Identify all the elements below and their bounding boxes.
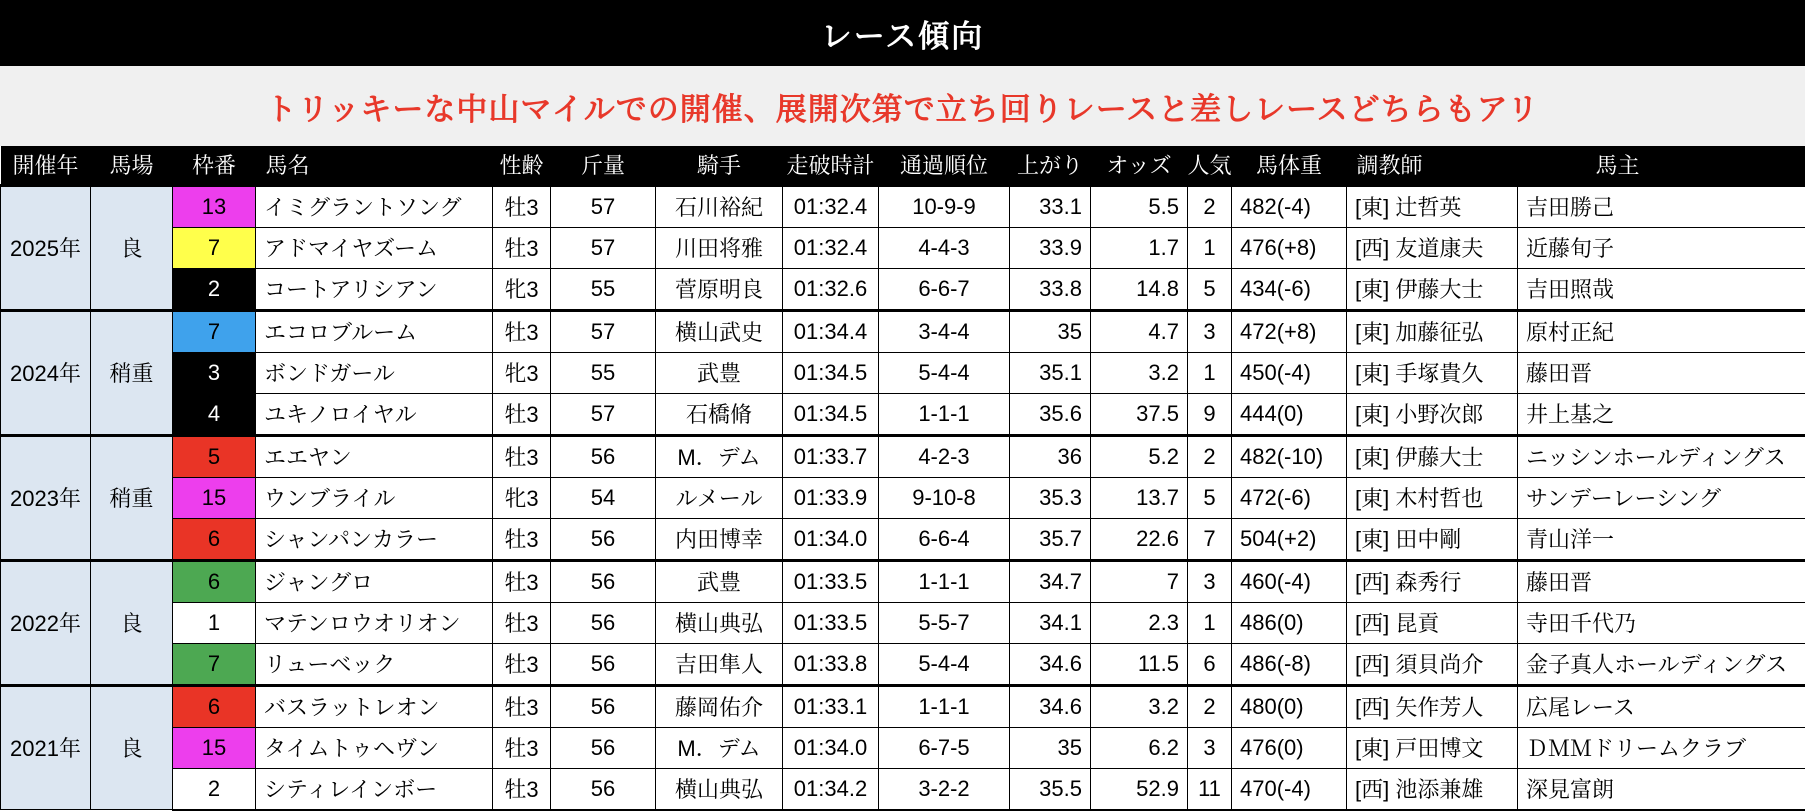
jockey-cell: 横山武史: [656, 310, 783, 352]
subtitle-bar: [0, 66, 1805, 146]
last-3f-cell: 35.6: [1010, 393, 1091, 435]
carried-weight-cell: 57: [551, 310, 656, 352]
carried-weight-cell: 56: [551, 560, 656, 602]
passing-order-cell: 10-9-9: [879, 185, 1010, 227]
last-3f-cell: 33.8: [1010, 268, 1091, 310]
carried-weight-cell: 57: [551, 227, 656, 268]
horse-name-cell: アドマイヤズーム: [256, 227, 493, 268]
finish-time-cell: 01:33.5: [783, 602, 879, 643]
odds-cell: 5.2: [1091, 435, 1188, 477]
table-row: [1, 768, 1805, 810]
odds-cell: 6.2: [1091, 727, 1188, 768]
frame-number-cell: 5: [173, 435, 256, 477]
jockey-cell: M．デム: [656, 435, 783, 477]
trainer-cell: [東] 伊藤大士: [1347, 435, 1518, 477]
sex-age-cell: 牡3: [493, 310, 551, 352]
sex-age-cell: 牝3: [493, 477, 551, 518]
finish-time-cell: 01:33.9: [783, 477, 879, 518]
finish-time-cell: 01:34.0: [783, 518, 879, 560]
table-row: [1, 435, 1805, 477]
last-3f-cell: 35: [1010, 310, 1091, 352]
carried-weight-cell: 56: [551, 685, 656, 727]
column-header-11: 人気: [1188, 146, 1232, 185]
horse-weight-cell: 470(-4): [1232, 768, 1347, 810]
owner-cell: 井上基之: [1518, 393, 1805, 435]
owner-cell: 藤田晋: [1518, 560, 1805, 602]
table-row: [1, 227, 1805, 268]
finish-time-cell: 01:32.4: [783, 185, 879, 227]
horse-weight-cell: 482(-4): [1232, 185, 1347, 227]
horse-name-cell: タイムトゥヘヴン: [256, 727, 493, 768]
sex-age-cell: 牝3: [493, 352, 551, 393]
passing-order-cell: 1-1-1: [879, 685, 1010, 727]
owner-cell: ニッシンホールディングス: [1518, 435, 1805, 477]
owner-cell: ＤＭＭドリームクラブ: [1518, 727, 1805, 768]
horse-name-cell: シャンパンカラー: [256, 518, 493, 560]
race-history-table: [0, 146, 1805, 811]
horse-weight-cell: 486(0): [1232, 602, 1347, 643]
last-3f-cell: 34.6: [1010, 643, 1091, 685]
popularity-cell: 3: [1188, 560, 1232, 602]
horse-name-cell: エエヤン: [256, 435, 493, 477]
column-header-12: 馬体重: [1232, 146, 1347, 185]
column-header-1: 馬場: [91, 146, 173, 185]
horse-weight-cell: 444(0): [1232, 393, 1347, 435]
passing-order-cell: 3-2-2: [879, 768, 1010, 810]
odds-cell: 22.6: [1091, 518, 1188, 560]
trainer-cell: [西] 須貝尚介: [1347, 643, 1518, 685]
finish-time-cell: 01:32.6: [783, 268, 879, 310]
finish-time-cell: 01:34.0: [783, 727, 879, 768]
popularity-cell: 1: [1188, 227, 1232, 268]
jockey-cell: 内田博幸: [656, 518, 783, 560]
finish-time-cell: 01:33.1: [783, 685, 879, 727]
passing-order-cell: 9-10-8: [879, 477, 1010, 518]
popularity-cell: 1: [1188, 602, 1232, 643]
odds-cell: 4.7: [1091, 310, 1188, 352]
carried-weight-cell: 57: [551, 393, 656, 435]
carried-weight-cell: 55: [551, 352, 656, 393]
table-row: [1, 352, 1805, 393]
finish-time-cell: 01:33.7: [783, 435, 879, 477]
last-3f-cell: 35.3: [1010, 477, 1091, 518]
popularity-cell: 2: [1188, 685, 1232, 727]
sex-age-cell: 牡3: [493, 768, 551, 810]
carried-weight-cell: 56: [551, 602, 656, 643]
jockey-cell: 吉田隼人: [656, 643, 783, 685]
sex-age-cell: 牡3: [493, 393, 551, 435]
carried-weight-cell: 55: [551, 268, 656, 310]
last-3f-cell: 35.7: [1010, 518, 1091, 560]
jockey-cell: ルメール: [656, 477, 783, 518]
trainer-cell: [東] 田中剛: [1347, 518, 1518, 560]
finish-time-cell: 01:34.4: [783, 310, 879, 352]
column-header-5: 斤量: [551, 146, 656, 185]
odds-cell: 3.2: [1091, 352, 1188, 393]
horse-name-cell: エコロブルーム: [256, 310, 493, 352]
owner-cell: 吉田勝己: [1518, 185, 1805, 227]
last-3f-cell: 33.1: [1010, 185, 1091, 227]
horse-weight-cell: 482(-10): [1232, 435, 1347, 477]
passing-order-cell: 6-7-5: [879, 727, 1010, 768]
odds-cell: 11.5: [1091, 643, 1188, 685]
owner-cell: 広尾レース: [1518, 685, 1805, 727]
trainer-cell: [東] 加藤征弘: [1347, 310, 1518, 352]
horse-weight-cell: 460(-4): [1232, 560, 1347, 602]
odds-cell: 13.7: [1091, 477, 1188, 518]
track-condition-cell: 良: [91, 685, 173, 810]
sex-age-cell: 牡3: [493, 685, 551, 727]
trainer-cell: [西] 池添兼雄: [1347, 768, 1518, 810]
table-row: [1, 268, 1805, 310]
carried-weight-cell: 56: [551, 643, 656, 685]
sex-age-cell: 牡3: [493, 518, 551, 560]
passing-order-cell: 5-4-4: [879, 643, 1010, 685]
passing-order-cell: 6-6-7: [879, 268, 1010, 310]
popularity-cell: 6: [1188, 643, 1232, 685]
year-cell: 2021年: [1, 685, 91, 810]
last-3f-cell: 35: [1010, 727, 1091, 768]
trainer-cell: [東] 戸田博文: [1347, 727, 1518, 768]
trainer-cell: [東] 手塚貴久: [1347, 352, 1518, 393]
passing-order-cell: 5-5-7: [879, 602, 1010, 643]
horse-name-cell: リューベック: [256, 643, 493, 685]
odds-cell: 5.5: [1091, 185, 1188, 227]
horse-weight-cell: 472(+8): [1232, 310, 1347, 352]
finish-time-cell: 01:34.5: [783, 393, 879, 435]
horse-weight-cell: 472(-6): [1232, 477, 1347, 518]
column-header-14: 馬主: [1518, 146, 1805, 185]
popularity-cell: 3: [1188, 727, 1232, 768]
table-row: [1, 185, 1805, 227]
jockey-cell: 菅原明良: [656, 268, 783, 310]
jockey-cell: 横山典弘: [656, 768, 783, 810]
horse-weight-cell: 476(0): [1232, 727, 1347, 768]
popularity-cell: 5: [1188, 477, 1232, 518]
frame-number-cell: 3: [173, 352, 256, 393]
jockey-cell: 武豊: [656, 352, 783, 393]
passing-order-cell: 6-6-4: [879, 518, 1010, 560]
trainer-cell: [西] 森秀行: [1347, 560, 1518, 602]
trainer-cell: [東] 辻哲英: [1347, 185, 1518, 227]
jockey-cell: 武豊: [656, 560, 783, 602]
popularity-cell: 2: [1188, 185, 1232, 227]
column-header-7: 走破時計: [783, 146, 879, 185]
odds-cell: 7: [1091, 560, 1188, 602]
carried-weight-cell: 56: [551, 435, 656, 477]
owner-cell: 近藤旬子: [1518, 227, 1805, 268]
sex-age-cell: 牡3: [493, 435, 551, 477]
sex-age-cell: 牡3: [493, 727, 551, 768]
table-row: [1, 560, 1805, 602]
table-row: [1, 727, 1805, 768]
carried-weight-cell: 54: [551, 477, 656, 518]
frame-number-cell: 2: [173, 768, 256, 810]
frame-number-cell: 7: [173, 643, 256, 685]
horse-name-cell: シティレインボー: [256, 768, 493, 810]
column-header-3: 馬名: [256, 146, 493, 185]
horse-name-cell: バスラットレオン: [256, 685, 493, 727]
owner-cell: 青山洋一: [1518, 518, 1805, 560]
horse-weight-cell: 450(-4): [1232, 352, 1347, 393]
popularity-cell: 5: [1188, 268, 1232, 310]
owner-cell: 寺田千代乃: [1518, 602, 1805, 643]
jockey-cell: M．デム: [656, 727, 783, 768]
frame-number-cell: 4: [173, 393, 256, 435]
horse-name-cell: イミグラントソング: [256, 185, 493, 227]
owner-cell: 原村正紀: [1518, 310, 1805, 352]
trainer-cell: [東] 伊藤大士: [1347, 268, 1518, 310]
last-3f-cell: 34.1: [1010, 602, 1091, 643]
owner-cell: 藤田晋: [1518, 352, 1805, 393]
trainer-cell: [西] 昆貢: [1347, 602, 1518, 643]
frame-number-cell: 6: [173, 685, 256, 727]
passing-order-cell: 5-4-4: [879, 352, 1010, 393]
horse-name-cell: ウンブライル: [256, 477, 493, 518]
popularity-cell: 2: [1188, 435, 1232, 477]
owner-cell: 金子真人ホールディングス: [1518, 643, 1805, 685]
odds-cell: 37.5: [1091, 393, 1188, 435]
popularity-cell: 1: [1188, 352, 1232, 393]
sex-age-cell: 牡3: [493, 185, 551, 227]
frame-number-cell: 15: [173, 727, 256, 768]
column-header-13: 調教師: [1347, 146, 1518, 185]
odds-cell: 1.7: [1091, 227, 1188, 268]
last-3f-cell: 35.1: [1010, 352, 1091, 393]
sex-age-cell: 牡3: [493, 560, 551, 602]
frame-number-cell: 6: [173, 560, 256, 602]
popularity-cell: 7: [1188, 518, 1232, 560]
horse-name-cell: マテンロウオリオン: [256, 602, 493, 643]
horse-name-cell: ジャングロ: [256, 560, 493, 602]
odds-cell: 52.9: [1091, 768, 1188, 810]
year-cell: 2023年: [1, 435, 91, 560]
horse-weight-cell: 504(+2): [1232, 518, 1347, 560]
passing-order-cell: 4-2-3: [879, 435, 1010, 477]
passing-order-cell: 3-4-4: [879, 310, 1010, 352]
finish-time-cell: 01:32.4: [783, 227, 879, 268]
passing-order-cell: 1-1-1: [879, 560, 1010, 602]
popularity-cell: 3: [1188, 310, 1232, 352]
trainer-cell: [東] 木村哲也: [1347, 477, 1518, 518]
track-condition-cell: 良: [91, 185, 173, 310]
passing-order-cell: 4-4-3: [879, 227, 1010, 268]
passing-order-cell: 1-1-1: [879, 393, 1010, 435]
column-header-9: 上がり: [1010, 146, 1091, 185]
carried-weight-cell: 57: [551, 185, 656, 227]
track-condition-cell: 稍重: [91, 310, 173, 435]
jockey-cell: 石川裕紀: [656, 185, 783, 227]
carried-weight-cell: 56: [551, 727, 656, 768]
jockey-cell: 藤岡佑介: [656, 685, 783, 727]
subtitle-text: トリッキーな中山マイルでの開催、展開次第で立ち回りレースと差しレースどちらもアリ: [266, 84, 1540, 129]
frame-number-cell: 1: [173, 602, 256, 643]
popularity-cell: 11: [1188, 768, 1232, 810]
finish-time-cell: 01:34.5: [783, 352, 879, 393]
horse-weight-cell: 476(+8): [1232, 227, 1347, 268]
frame-number-cell: 7: [173, 227, 256, 268]
jockey-cell: 石橋脩: [656, 393, 783, 435]
popularity-cell: 9: [1188, 393, 1232, 435]
finish-time-cell: 01:33.8: [783, 643, 879, 685]
horse-weight-cell: 486(-8): [1232, 643, 1347, 685]
odds-cell: 2.3: [1091, 602, 1188, 643]
column-header-4: 性齢: [493, 146, 551, 185]
jockey-cell: 横山典弘: [656, 602, 783, 643]
page-title: レース傾向: [821, 11, 984, 56]
last-3f-cell: 33.9: [1010, 227, 1091, 268]
column-header-0: 開催年: [1, 146, 91, 185]
table-row: [1, 685, 1805, 727]
jockey-cell: 川田将雅: [656, 227, 783, 268]
carried-weight-cell: 56: [551, 518, 656, 560]
table-row: [1, 310, 1805, 352]
sex-age-cell: 牝3: [493, 268, 551, 310]
year-cell: 2025年: [1, 185, 91, 310]
frame-number-cell: 13: [173, 185, 256, 227]
column-header-6: 騎手: [656, 146, 783, 185]
table-row: [1, 602, 1805, 643]
last-3f-cell: 36: [1010, 435, 1091, 477]
year-cell: 2024年: [1, 310, 91, 435]
table-row: [1, 518, 1805, 560]
sex-age-cell: 牡3: [493, 643, 551, 685]
odds-cell: 14.8: [1091, 268, 1188, 310]
horse-name-cell: ユキノロイヤル: [256, 393, 493, 435]
column-header-2: 枠番: [173, 146, 256, 185]
trainer-cell: [東] 小野次郎: [1347, 393, 1518, 435]
finish-time-cell: 01:34.2: [783, 768, 879, 810]
column-header-10: オッズ: [1091, 146, 1188, 185]
trainer-cell: [西] 矢作芳人: [1347, 685, 1518, 727]
owner-cell: 深見富朗: [1518, 768, 1805, 810]
horse-weight-cell: 480(0): [1232, 685, 1347, 727]
horse-weight-cell: 434(-6): [1232, 268, 1347, 310]
last-3f-cell: 34.6: [1010, 685, 1091, 727]
column-header-8: 通過順位: [879, 146, 1010, 185]
track-condition-cell: 良: [91, 560, 173, 685]
last-3f-cell: 35.5: [1010, 768, 1091, 810]
owner-cell: 吉田照哉: [1518, 268, 1805, 310]
frame-number-cell: 6: [173, 518, 256, 560]
frame-number-cell: 2: [173, 268, 256, 310]
table-row: [1, 393, 1805, 435]
carried-weight-cell: 56: [551, 768, 656, 810]
title-bar: [0, 0, 1805, 66]
frame-number-cell: 15: [173, 477, 256, 518]
sex-age-cell: 牡3: [493, 227, 551, 268]
last-3f-cell: 34.7: [1010, 560, 1091, 602]
finish-time-cell: 01:33.5: [783, 560, 879, 602]
sex-age-cell: 牡3: [493, 602, 551, 643]
year-cell: 2022年: [1, 560, 91, 685]
odds-cell: 3.2: [1091, 685, 1188, 727]
horse-name-cell: コートアリシアン: [256, 268, 493, 310]
table-row: [1, 643, 1805, 685]
horse-name-cell: ボンドガール: [256, 352, 493, 393]
trainer-cell: [西] 友道康夫: [1347, 227, 1518, 268]
frame-number-cell: 7: [173, 310, 256, 352]
table-row: [1, 477, 1805, 518]
table-header-row: [1, 146, 1805, 185]
track-condition-cell: 稍重: [91, 435, 173, 560]
owner-cell: サンデーレーシング: [1518, 477, 1805, 518]
